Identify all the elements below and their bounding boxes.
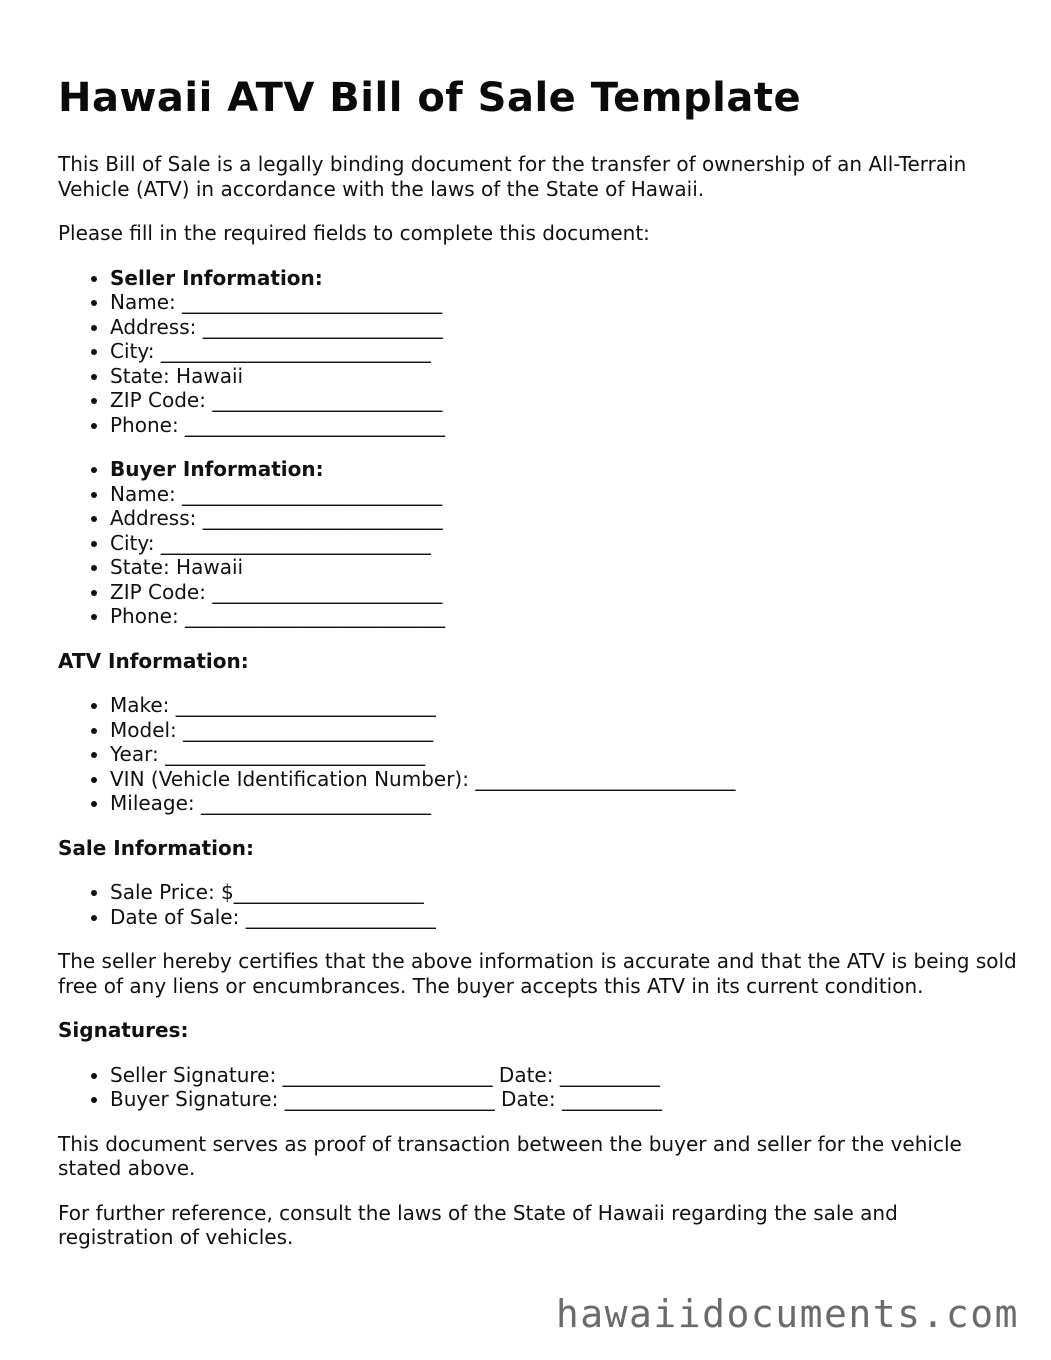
atv-info-list [58,693,1018,816]
buyer-signature-field: • Buyer Signature: _____________________ Date: __________ [110,1087,1018,1112]
sale-info-list [58,880,1018,929]
site-watermark: hawaiidocuments.com [555,1292,1019,1336]
buyer-info-heading: • Buyer Information: [110,457,1018,482]
atv-model-field: • Model: _________________________ [110,718,1018,743]
seller-city-field: • City: ___________________________ [110,339,1018,364]
reference-paragraph: For further reference, consult the laws of the State of Hawaii regarding the sale and registration of vehicles. [58,1200,898,1249]
buyer-phone-field: • Phone: __________________________ [110,604,1018,629]
document [58,70,1018,1270]
intro-paragraph: This Bill of Sale is a legally binding document for the transfer of ownership of an All-Terrain Vehicle (ATV) in accordance with the laws of the State of Hawaii. [58,152,967,201]
buyer-zip-field: • ZIP Code: _______________________ [110,580,1018,605]
atv-year-field: • Year: __________________________ [110,742,1018,767]
proof-paragraph: This document serves as proof of transaction between the buyer and seller for the vehicle stated above. [58,1131,962,1180]
seller-zip-field: • ZIP Code: _______________________ [110,388,1018,413]
certification-paragraph: The seller hereby certifies that the above information is accurate and that the ATV is being sold free of any liens or encumbrances. The buyer accepts this ATV in its current condition. [58,949,1017,998]
buyer-name-field: • Name: __________________________ [110,482,1018,507]
sale-info-heading: Sale Information: [58,835,254,860]
seller-name-field: • Name: __________________________ [110,290,1018,315]
buyer-state-field: • State: Hawaii [110,555,1018,580]
seller-info-list [58,266,1018,438]
signatures-list [58,1063,1018,1112]
seller-signature-field: • Seller Signature: _____________________ Date: __________ [110,1063,1018,1088]
page-title: Hawaii ATV Bill of Sale Template [58,75,802,121]
buyer-city-field: • City: ___________________________ [110,531,1018,556]
seller-address-field: • Address: ________________________ [110,315,1018,340]
seller-state-field: • State: Hawaii [110,364,1018,389]
sale-date-field: • Date of Sale: ___________________ [110,905,1018,930]
atv-mileage-field: • Mileage: _______________________ [110,791,1018,816]
signatures-heading: Signatures: [58,1018,189,1042]
instructions-paragraph: Please fill in the required fields to complete this document: [58,221,650,245]
atv-make-field: • Make: __________________________ [110,693,1018,718]
sale-price-field: • Sale Price: $___________________ [110,880,1018,905]
buyer-info-list [58,457,1018,629]
seller-info-heading: • Seller Information: [110,266,1018,291]
atv-vin-field: • VIN (Vehicle Identification Number): __________________________ [110,767,1018,792]
atv-info-heading: ATV Information: [58,648,249,673]
seller-phone-field: • Phone: __________________________ [110,413,1018,438]
buyer-address-field: • Address: ________________________ [110,506,1018,531]
